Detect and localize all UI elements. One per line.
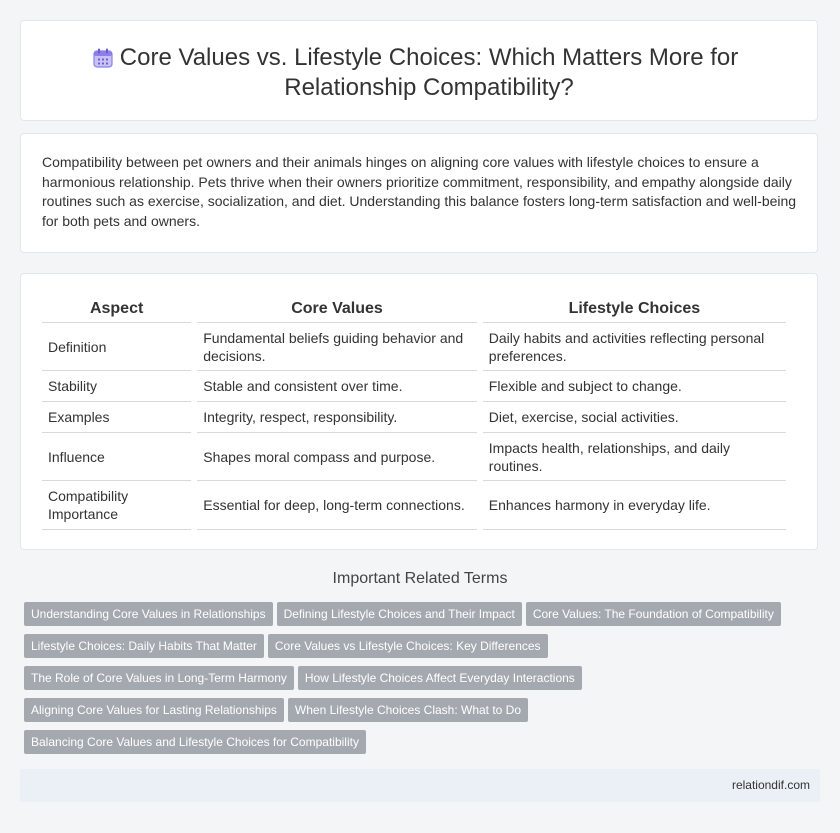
table-row	[42, 371, 786, 402]
related-term-tag[interactable]: Balancing Core Values and Lifestyle Choices for Compatibility	[24, 730, 366, 754]
table-cell: Enhances harmony in everyday life.	[483, 481, 786, 530]
related-term-tag[interactable]: The Role of Core Values in Long-Term Harmony	[24, 666, 294, 690]
table-cell: Essential for deep, long-term connections.	[197, 481, 477, 530]
table-row	[42, 481, 786, 530]
related-term-tag[interactable]: When Lifestyle Choices Clash: What to Do	[288, 698, 528, 722]
table-row	[42, 323, 786, 371]
related-terms-list	[24, 602, 814, 762]
related-term-tag[interactable]: How Lifestyle Choices Affect Everyday Interactions	[298, 666, 582, 690]
title-card	[20, 20, 818, 121]
related-term-tag[interactable]: Core Values vs Lifestyle Choices: Key Differences	[268, 634, 548, 658]
intro-paragraph: Compatibility between pet owners and their animals hinges on aligning core values with lifestyle choices to ensure a harmonious relationship. Pets thrive when their owners prioritize commitment, responsibility, and empathy alongside daily routines such as exercise, socialization, and diet. Understanding this balance fosters long-term satisfaction and well-being for both pets and owners.	[42, 154, 797, 229]
table-cell: Definition	[42, 323, 191, 371]
table-row	[42, 402, 786, 433]
related-terms-heading: Important Related Terms	[332, 570, 508, 587]
page-title: Core Values vs. Lifestyle Choices: Which Matters More for Relationship Compatibility?	[119, 44, 739, 101]
table-cell: Influence	[42, 433, 191, 481]
table-cell: Stability	[42, 371, 191, 402]
header-core-values: Core Values	[197, 295, 477, 323]
table-cell: Diet, exercise, social activities.	[483, 402, 786, 433]
related-term-tag[interactable]: Lifestyle Choices: Daily Habits That Matter	[24, 634, 264, 658]
table-cell: Daily habits and activities reflecting personal preferences.	[483, 323, 786, 371]
table-cell: Fundamental beliefs guiding behavior and decisions.	[197, 323, 477, 371]
comparison-table-card	[20, 273, 818, 550]
table-row	[42, 433, 786, 481]
comparison-table	[36, 295, 792, 530]
related-term-tag[interactable]: Understanding Core Values in Relationships	[24, 602, 273, 626]
table-cell: Flexible and subject to change.	[483, 371, 786, 402]
table-cell: Stable and consistent over time.	[197, 371, 477, 402]
table-header-row	[42, 295, 786, 323]
table-cell: Impacts health, relationships, and daily routines.	[483, 433, 786, 481]
intro-card	[20, 133, 818, 253]
related-term-tag[interactable]: Aligning Core Values for Lasting Relationships	[24, 698, 284, 722]
table-cell: Compatibility Importance	[42, 481, 191, 530]
table-cell: Examples	[42, 402, 191, 433]
footer-site-link[interactable]: relationdif.com	[731, 778, 810, 792]
table-cell: Shapes moral compass and purpose.	[197, 433, 477, 481]
header-aspect: Aspect	[42, 295, 191, 323]
table-cell: Integrity, respect, responsibility.	[197, 402, 477, 433]
footer	[20, 769, 820, 802]
related-term-tag[interactable]: Core Values: The Foundation of Compatibility	[526, 602, 781, 626]
related-term-tag[interactable]: Defining Lifestyle Choices and Their Impact	[277, 602, 522, 626]
header-lifestyle-choices: Lifestyle Choices	[483, 295, 786, 323]
